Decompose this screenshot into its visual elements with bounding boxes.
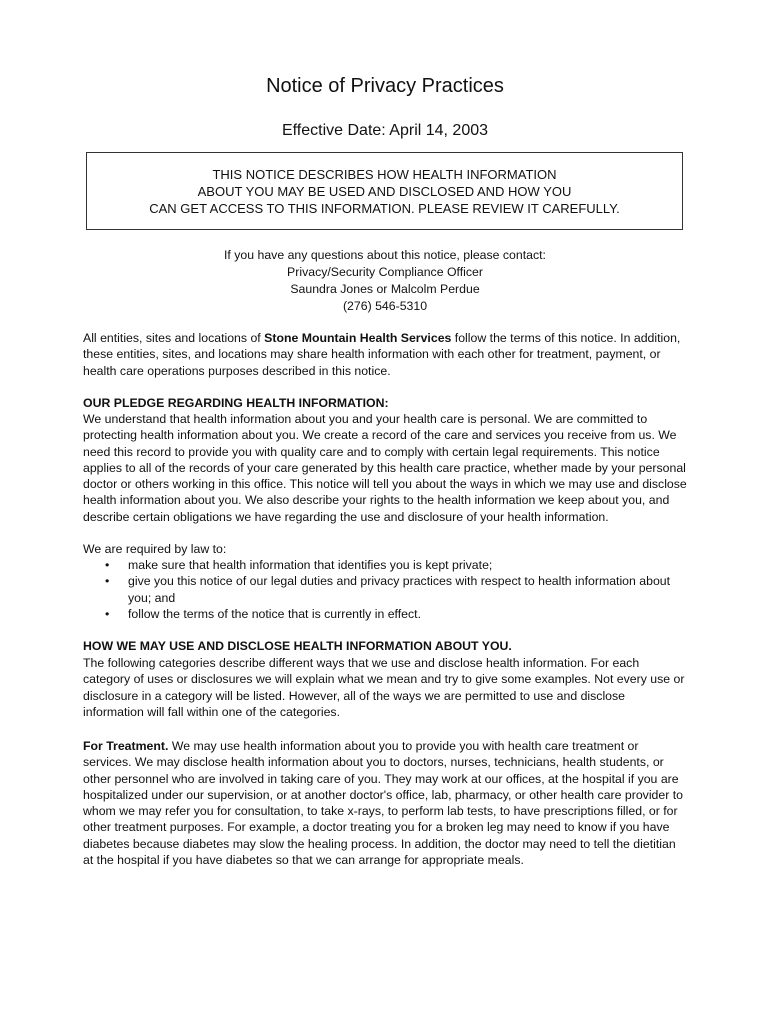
- page-title: Notice of Privacy Practices: [266, 75, 504, 97]
- how-we-use-paragraph: The following categories describe different ways that we use and disclose health information. For each category of uses or disclosures we will explain what we mean and try to give some examples. Not every use or disclosure in a category will be listed. However, all of the ways we are permitted to use and disclose information will fall within one of the categories.: [83, 656, 685, 719]
- organization-name: Stone Mountain Health Services: [264, 331, 452, 345]
- list-item: [83, 557, 688, 573]
- contact-intro: If you have any questions about this notice, please contact:: [224, 248, 546, 262]
- contact-names: Saundra Jones or Malcolm Perdue: [290, 282, 480, 296]
- how-we-use-heading: HOW WE MAY USE AND DISCLOSE HEALTH INFORMATION ABOUT YOU.: [83, 639, 512, 653]
- entities-text-after: follow the terms of this notice. In addition, these entities, sites, and locations may share health information with each other for treatment, payment, or health care operations purposes described in this notice.: [83, 331, 681, 378]
- bullet-icon: •: [105, 574, 110, 589]
- required-list: [83, 557, 688, 622]
- notice-line-1: THIS NOTICE DESCRIBES HOW HEALTH INFORMATION: [212, 167, 557, 182]
- treatment-text: We may use health information about you to provide you with health care treatment or services. We may disclose health information about you to doctors, nurses, technicians, health students, or other personnel who are involved in taking care of you. They may work at our offices, at the hospital if you are hospitalized under our supervision, or at another doctor's office, lab, pharmacy, or other health care provider to whom we may refer you for consultation, to take x-rays, to perform lab tests, to have prescriptions filled, or for other treatment purposes. For example, a doctor treating you for a broken leg may need to know if you have diabetes because diabetes may slow the healing process. In addition, the doctor may need to tell the dietitian at the hospital if you have diabetes so that we can arrange for appropriate meals.: [83, 739, 683, 868]
- contact-block: [0, 247, 770, 315]
- contact-role: Privacy/Security Compliance Officer: [287, 265, 483, 279]
- list-item-text: give you this notice of our legal duties and privacy practices with respect to health information about you; and: [128, 574, 671, 605]
- entities-text-before: All entities, sites and locations of: [83, 331, 265, 345]
- treatment-paragraph: [83, 738, 688, 868]
- pledge-paragraph: We understand that health information about you and your health care is personal. We are committed to protecting health information about you. We create a record of the care and services you receive from us. We need this record to provide you with quality care and to comply with certain legal requirements. This notice applies to all of the records of your care generated by this health care practice, whether made by your personal doctor or others working in this office. This notice will tell you about the ways in which we may use and disclose health information about you. We also describe your rights to the health information we keep about you, and describe certain obligations we have regarding the use and disclosure of your health information.: [83, 412, 687, 524]
- required-intro: We are required by law to:: [83, 542, 227, 556]
- pledge-heading: OUR PLEDGE REGARDING HEALTH INFORMATION:: [83, 396, 389, 410]
- list-item-text: make sure that health information that identifies you is kept private;: [128, 558, 493, 572]
- bullet-icon: •: [105, 606, 110, 621]
- effective-date: Effective Date: April 14, 2003: [281, 122, 489, 139]
- list-item: [83, 606, 688, 622]
- contact-phone: (276) 546-5310: [342, 299, 428, 313]
- notice-line-3: CAN GET ACCESS TO THIS INFORMATION. PLEASE REVIEW IT CAREFULLY.: [149, 201, 620, 216]
- treatment-label: For Treatment.: [83, 739, 169, 753]
- notice-box: [86, 152, 683, 230]
- list-item-text: follow the terms of the notice that is currently in effect.: [128, 606, 421, 621]
- list-item: [83, 573, 688, 606]
- entities-paragraph: [83, 330, 688, 379]
- notice-line-2: ABOUT YOU MAY BE USED AND DISCLOSED AND HOW YOU: [197, 184, 572, 199]
- bullet-icon: •: [105, 558, 110, 572]
